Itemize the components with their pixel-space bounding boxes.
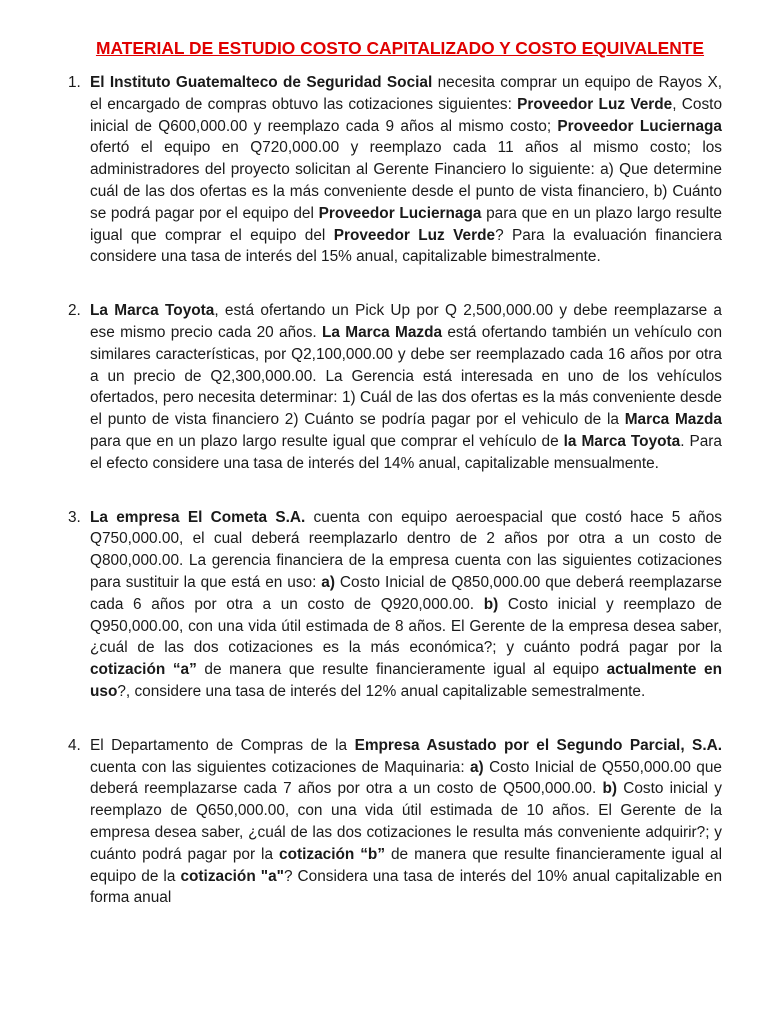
bold-text-run: Proveedor Luciernaga — [557, 117, 722, 135]
problem-text — [90, 737, 722, 907]
bold-text-run: cotización “b” — [279, 845, 386, 863]
text-run: El Departamento de Compras de la — [90, 736, 355, 754]
text-run: está ofertando también un vehículo con similares características, por Q2,100,000.00 y debe ser reemplazado cada 16 años por otra a un precio de Q2,300,000.00. La Gerencia está interesada en uno de los vehículos ofertados, pero necesita determinar: 1) Cuál de las dos ofertas es la más conveniente desde el punto de vista financiero 2) Cuánto se podría pagar por el vehiculo de la — [90, 323, 722, 429]
text-run: Costo inicial y reemplazo de Q650,000.00, con una vida útil estimada de 10 años. El Gerente de la empresa desea saber, ¿cuál de las dos cotizaciones le resulta más conveniente adquirir?; y cuánto podrá pagar por la — [90, 780, 722, 863]
bold-text-run: La empresa El Cometa S.A. — [90, 508, 306, 526]
text-run: , está ofertando un Pick Up por Q 2,500,000.00 y debe reemplazarse a ese mismo precio cada 20 años. — [90, 302, 722, 341]
bold-text-run: cotización "a" — [180, 867, 284, 885]
bold-text-run: Proveedor Luz Verde — [517, 95, 673, 113]
bold-text-run: a) — [469, 758, 484, 776]
text-run: , Costo inicial de Q600,000.00 y reemplazo cada 9 años al mismo costo; — [90, 95, 722, 135]
text-run: para que en un plazo largo resulte igual que comprar el equipo del — [90, 204, 722, 244]
problem-item-3 — [68, 507, 722, 703]
bold-text-run: Proveedor Luciernaga — [318, 204, 482, 222]
problem-item-1 — [68, 72, 722, 268]
text-run: necesita comprar un equipo de Rayos X, el encargado de compras obtuvo las cotizaciones siguientes: — [90, 74, 722, 113]
text-run: ? Para la evaluación financiera considere una tasa de interés del 15% anual, capitalizable bimestralmente. — [90, 226, 722, 266]
bold-text-run: la Marca Toyota — [563, 432, 681, 450]
text-run: de manera que resulte financieramente igual al equipo — [196, 661, 607, 679]
bold-text-run: Marca Mazda — [624, 411, 722, 429]
bold-text-run: b) — [483, 595, 499, 613]
bold-text-run: El Instituto Guatemalteco de Seguridad Social — [90, 74, 433, 91]
text-run: Costo Inicial de Q550,000.00 que deberá reemplazarse cada 7 años por otra a un costo de Q500,000.00. — [90, 758, 722, 798]
text-run: Costo inicial y reemplazo de Q950,000.00, con una vida útil estimada de 8 años. El Gerente de la empresa desea saber, ¿cuál de las dos cotizaciones es la más económica?; y cuánto podrá pagar por la — [90, 595, 722, 657]
bold-text-run: actualmente en uso — [90, 661, 722, 700]
text-run: Costo Inicial de Q850,000.00 que deberá reemplazarse cada 6 años por otra a un costo de Q920,000.00. — [90, 573, 722, 613]
text-run: ?, considere una tasa de interés del 12% anual capitalizable semestralmente. — [117, 682, 646, 700]
bold-text-run: b) — [602, 780, 617, 798]
text-run: . Para el efecto considere una tasa de interés del 14% anual, capitalizable mensualmente. — [90, 432, 722, 472]
text-run: cuenta con las siguientes cotizaciones de Maquinaria: — [90, 758, 470, 776]
bold-text-run: Empresa Asustado por el Segundo Parcial, S.A. — [354, 736, 722, 754]
problem-number: 1. — [68, 74, 81, 91]
problem-number: 3. — [68, 508, 81, 526]
text-run: ofertó el equipo en Q720,000.00 y reemplazo cada 11 años al mismo costo; los administradores del proyecto solicitan al Gerente Financiero lo siguiente: a) Que determine cuál de las dos ofertas es la más conveniente desde el punto de vista financiero, b) Cuánto se podrá pagar por el equipo del — [90, 139, 722, 222]
document-title: MATERIAL DE ESTUDIO COSTO CAPITALIZADO Y COSTO EQUIVALENTE — [95, 38, 705, 58]
problem-number: 4. — [68, 736, 81, 754]
bold-text-run: La Marca Mazda — [321, 323, 443, 341]
problem-list — [68, 72, 722, 909]
problem-text — [90, 302, 722, 472]
bold-text-run: La Marca Toyota — [90, 302, 215, 320]
problem-text — [90, 74, 722, 265]
text-run: de manera que resulte financieramente igual al equipo de la — [90, 845, 722, 885]
text-run: para que en un plazo largo resulte igual que comprar el vehículo de — [90, 432, 564, 450]
bold-text-run: a) — [321, 573, 335, 591]
problem-number: 2. — [68, 302, 81, 320]
bold-text-run: cotización “a” — [90, 661, 197, 679]
problem-item-4 — [68, 735, 722, 909]
problem-text — [90, 509, 722, 700]
problem-item-2 — [68, 300, 722, 474]
text-run: ? Considera una tasa de interés del 10% anual capitalizable en forma anual — [90, 867, 723, 907]
bold-text-run: Proveedor Luz Verde — [333, 226, 496, 244]
text-run: cuenta con equipo aeroespacial que costó hace 5 años Q750,000.00, el cual deberá reemplazarlo dentro de 2 años por otra a un costo de Q800,000.00. La gerencia financiera de la empresa cuenta con las siguientes cotizaciones para sustituir la que está en uso: — [90, 508, 722, 591]
